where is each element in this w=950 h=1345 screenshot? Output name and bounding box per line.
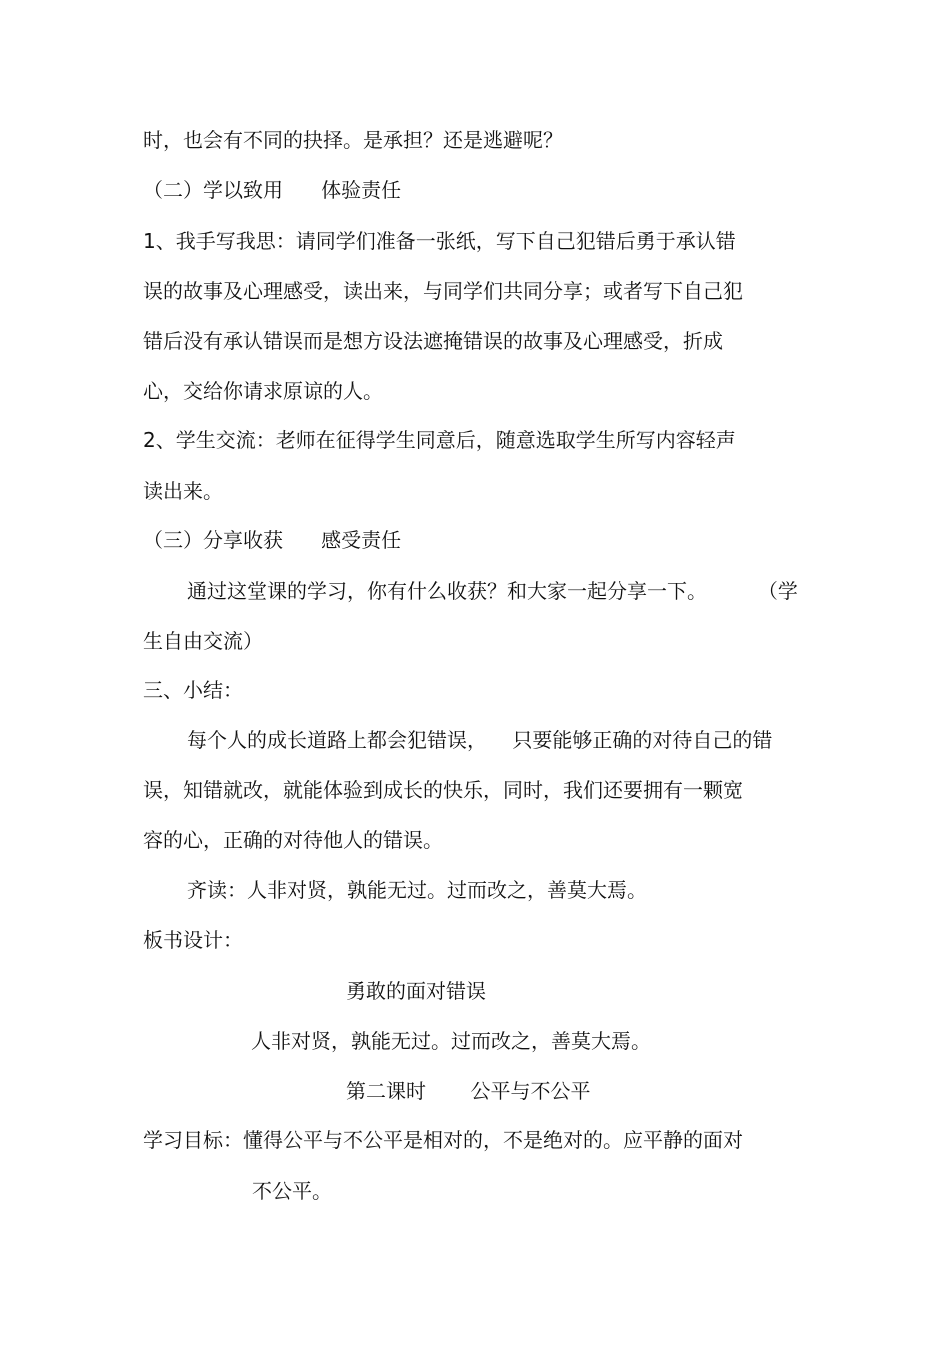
text-line: 通过这堂课的学习，你有什么收获？和大家一起分享一下。 （学 <box>187 579 798 603</box>
blackboard-title: 勇敢的面对错误 <box>346 979 486 1003</box>
text-line: 齐读：人非对贤，孰能无过。过而改之，善莫大焉。 <box>187 878 647 902</box>
text-line: 心，交给你请求原谅的人。 <box>143 379 383 403</box>
section-heading: （三）分享收获 感受责任 <box>143 528 402 552</box>
section-heading: 板书设计： <box>143 928 243 952</box>
lesson-title: 第二课时 公平与不公平 <box>346 1079 591 1103</box>
text-line: 2、学生交流：老师在征得学生同意后，随意选取学生所写内容轻声 <box>143 428 736 452</box>
text-line: 时，也会有不同的抉择。是承担？还是逃避呢？ <box>143 128 563 152</box>
text-line: 生自由交流） <box>143 629 263 653</box>
section-heading: （二）学以致用 体验责任 <box>143 178 402 202</box>
text-line: 每个人的成长道路上都会犯错误， 只要能够正确的对待自己的错 <box>187 728 773 752</box>
text-line: 读出来。 <box>143 479 223 503</box>
blackboard-line: 人非对贤，孰能无过。过而改之，善莫大焉。 <box>251 1029 651 1053</box>
section-heading: 三、小结： <box>143 678 243 702</box>
text-line: 学习目标：懂得公平与不公平是相对的，不是绝对的。应平静的面对 <box>143 1128 743 1152</box>
text-line: 容的心，正确的对待他人的错误。 <box>143 828 443 852</box>
text-line: 误，知错就改，就能体验到成长的快乐，同时，我们还要拥有一颗宽 <box>143 778 743 802</box>
text-line: 不公平。 <box>252 1179 332 1203</box>
text-line: 1、我手写我思：请同学们准备一张纸，写下自己犯错后勇于承认错 <box>143 229 736 253</box>
text-line: 误的故事及心理感受，读出来，与同学们共同分享；或者写下自己犯 <box>143 279 743 303</box>
text-line: 错后没有承认错误而是想方设法遮掩错误的故事及心理感受，折成 <box>143 329 723 353</box>
